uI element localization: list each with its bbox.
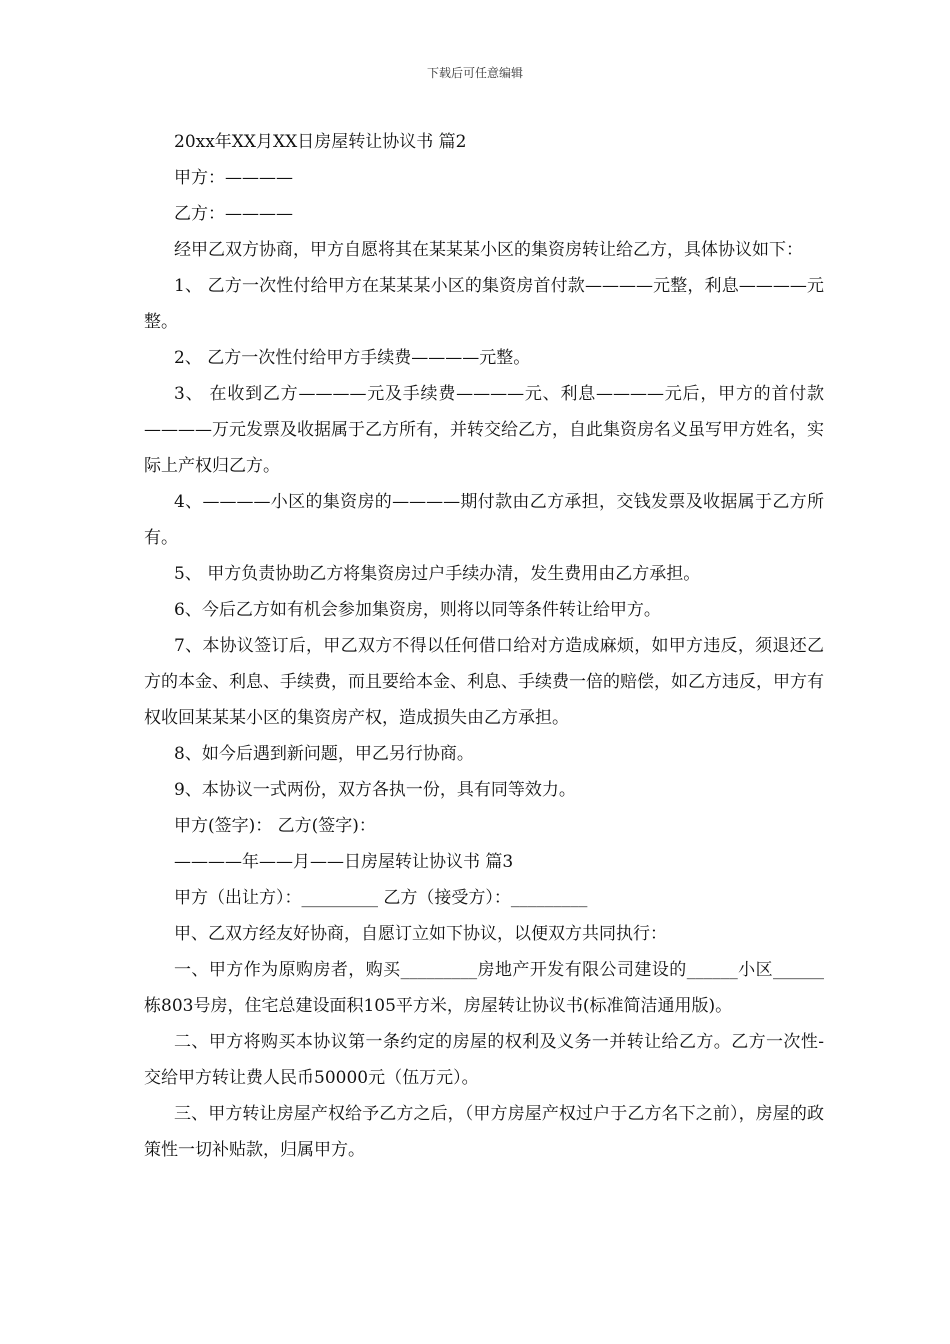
section-title-2: 20xx年XX月XX日房屋转让协议书 篇2 — [174, 132, 467, 152]
signature-line: 甲方(签字)： 乙方(签字)： — [174, 816, 376, 836]
intro-paragraph: 经甲乙双方协商，甲方自愿将其在某某某小区的集资房转让给乙方，具体协议如下： — [174, 240, 803, 260]
clause-7: 7、本协议签订后，甲乙双方不得以任何借口给对方造成麻烦，如甲方违反，须退还乙方的本金、利息、手续费，而且要给本金、利息、手续费一倍的赔偿，如乙方违反，甲方有权收回某某某小区的集资房产权，造成损失由乙方承担。 — [144, 636, 824, 728]
clause-2: 2、 乙方一次性付给甲方手续费————元整。 — [174, 348, 531, 368]
clause-1: 1、 乙方一次性付给甲方在某某某小区的集资房首付款————元整，利息————元整。 — [144, 276, 824, 332]
party-b-line: 乙方：———— — [174, 204, 293, 224]
parties-line: 甲方（出让方）：_________ 乙方（接受方）：_________ — [174, 888, 588, 908]
article-2: 二、甲方将购买本协议第一条约定的房屋的权利及义务一并转让给乙方。乙方一次性-交给甲方转让费人民币50000元（伍万元）。 — [144, 1032, 824, 1088]
clause-3: 3、 在收到乙方————元及手续费————元、利息————元后，甲方的首付款————万元发票及收据属于乙方所有，并转交给乙方，自此集资房名义虽写甲方姓名，实际上产权归乙方。 — [144, 384, 824, 476]
party-a-line: 甲方：———— — [174, 168, 293, 188]
page-header: 下载后可任意编辑 — [426, 66, 523, 80]
section-title-3: ————年——月——日房屋转让协议书 篇3 — [174, 852, 514, 872]
preamble: 甲、乙双方经友好协商，自愿订立如下协议，以便双方共同执行： — [174, 924, 667, 944]
clause-6: 6、今后乙方如有机会参加集资房，则将以同等条件转让给甲方。 — [174, 600, 661, 620]
clause-8: 8、如今后遇到新问题，甲乙另行协商。 — [174, 744, 474, 764]
clause-9: 9、本协议一式两份，双方各执一份，具有同等效力。 — [174, 780, 576, 800]
clause-5: 5、 甲方负责协助乙方将集资房过户手续办清，发生费用由乙方承担。 — [174, 564, 701, 584]
article-3: 三、甲方转让房屋产权给予乙方之后，（甲方房屋产权过户于乙方名下之前），房屋的政策性一切补贴款，归属甲方。 — [144, 1104, 824, 1160]
article-1: 一、甲方作为原购房者，购买_________房地产开发有限公司建设的______小区______栋803号房，住宅总建设面积105平方米，房屋转让协议书(标准简洁通用版)。 — [144, 960, 824, 1016]
clause-4: 4、————小区的集资房的————期付款由乙方承担，交钱发票及收据属于乙方所有。 — [144, 492, 824, 548]
document-body — [144, 124, 824, 1168]
